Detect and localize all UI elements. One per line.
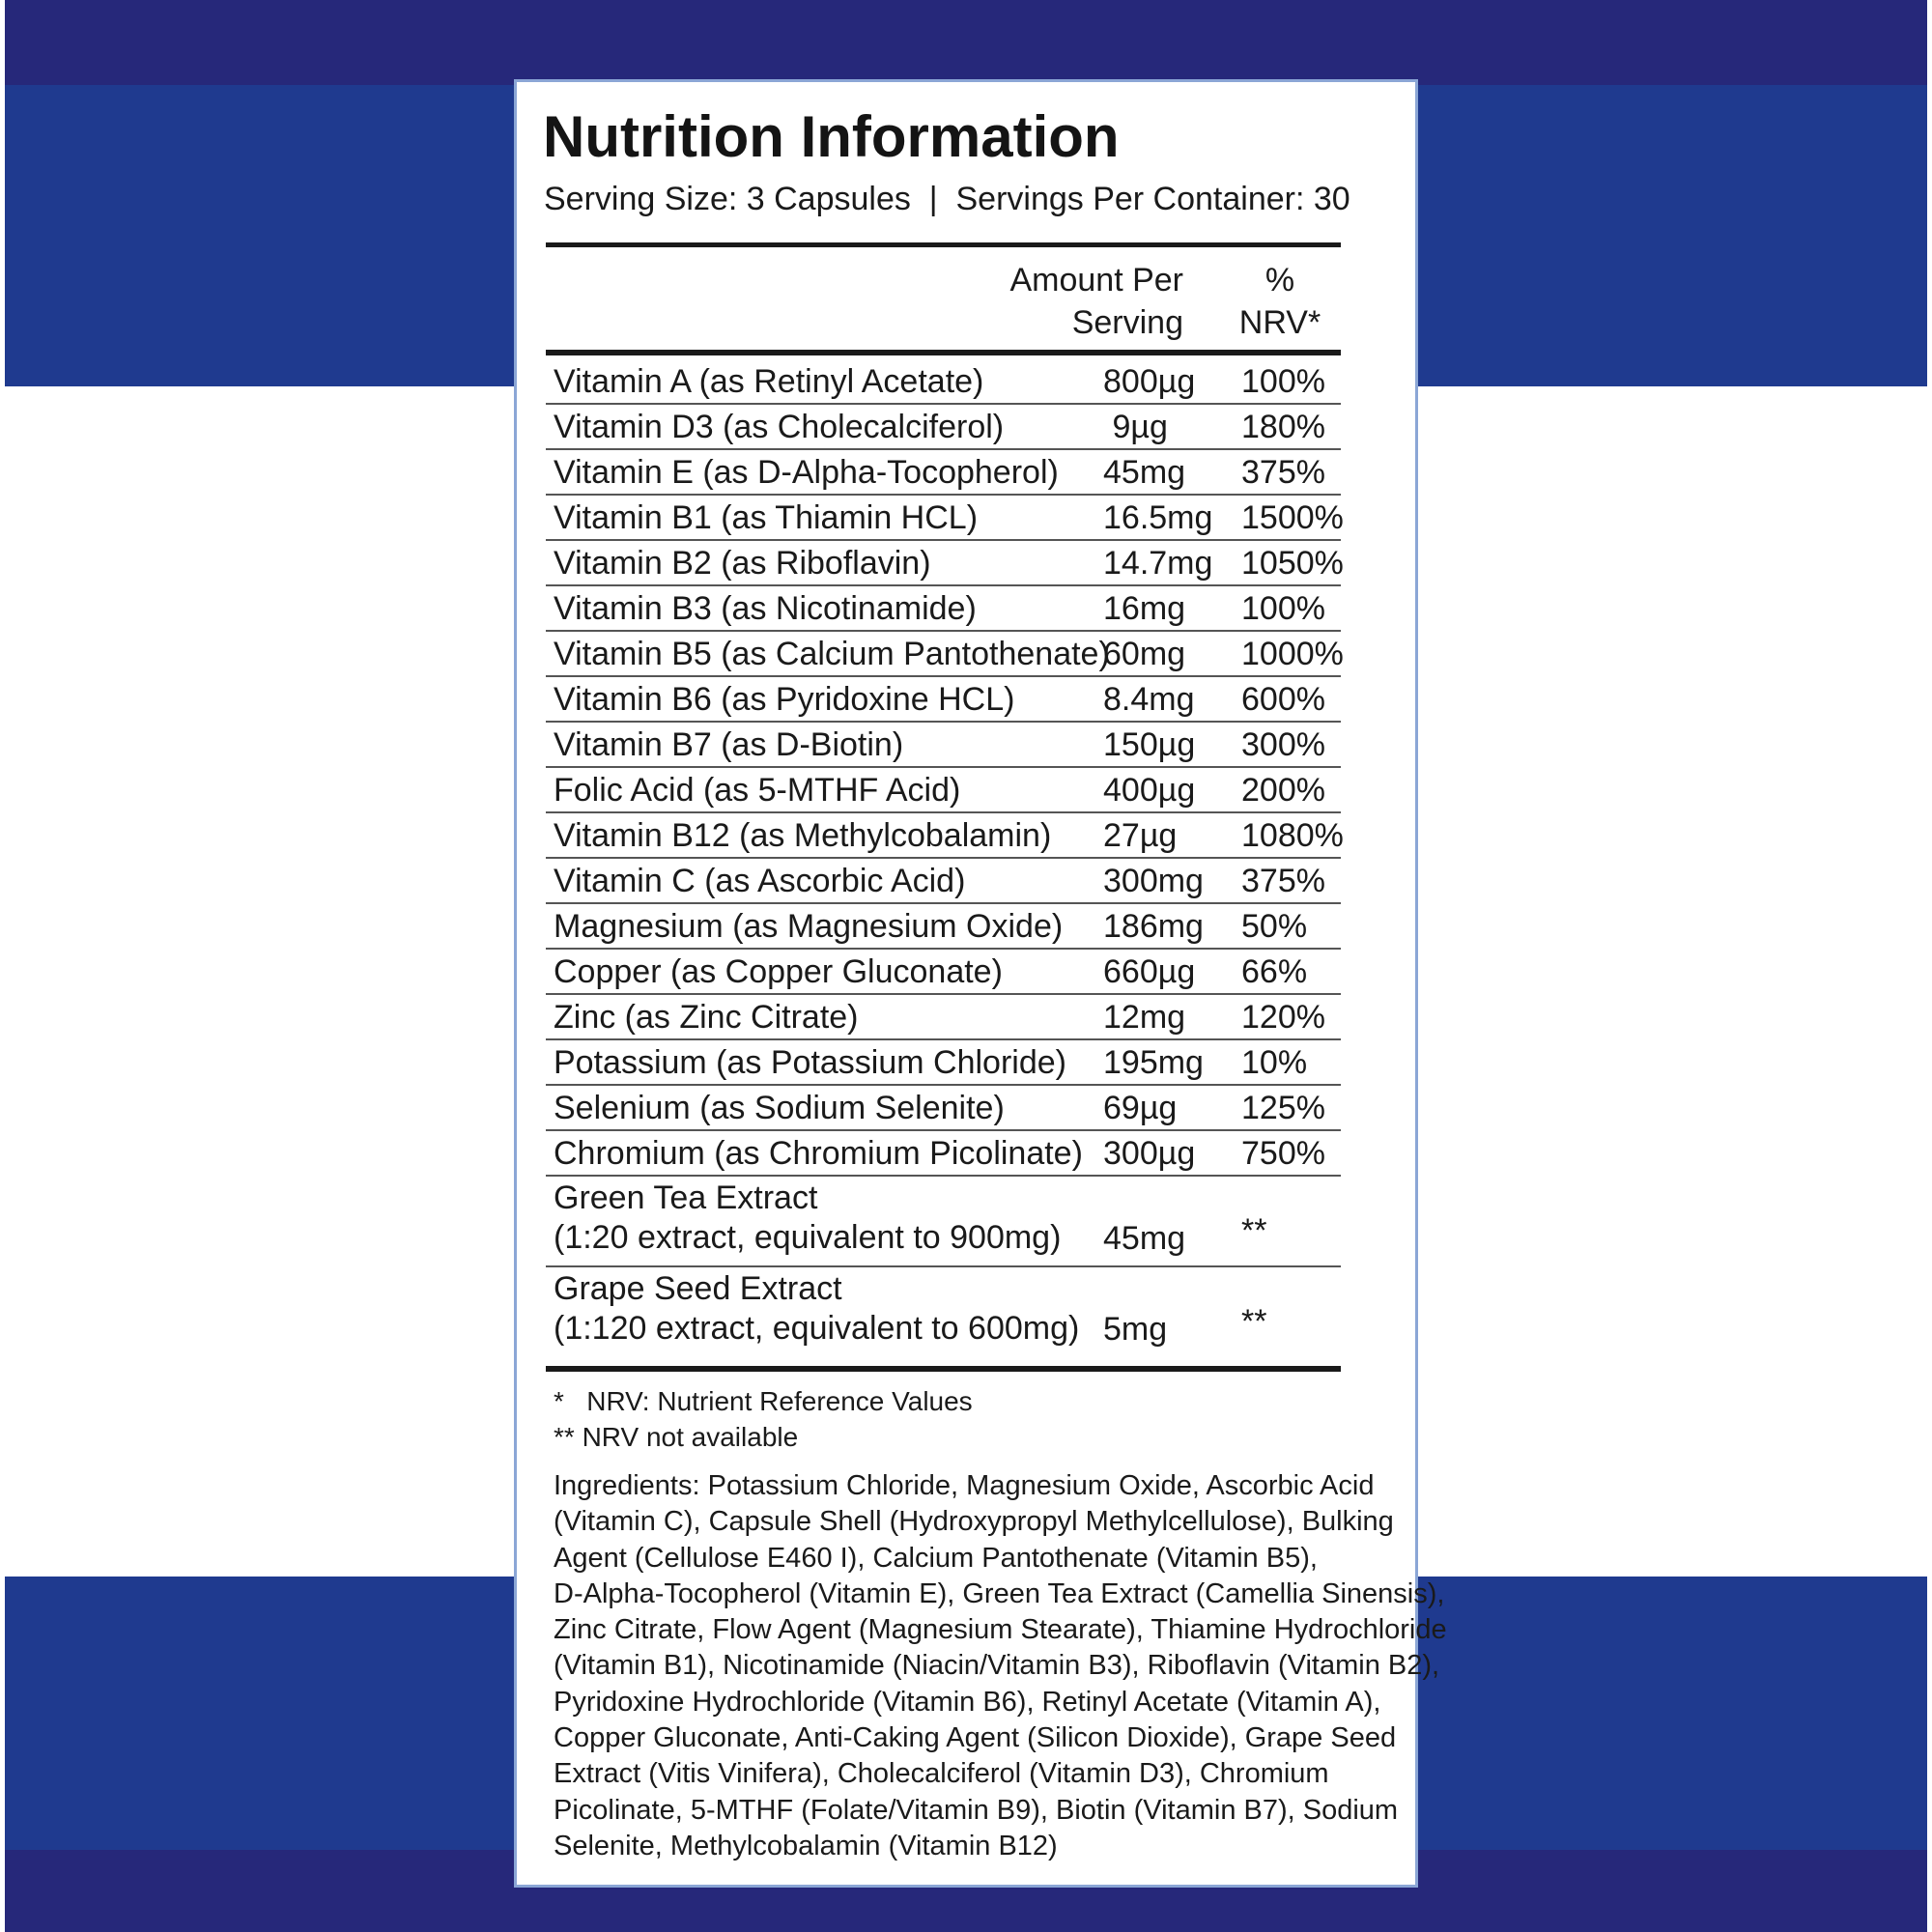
table-row [546, 541, 1344, 586]
amount-header-line1: Amount Per [1009, 262, 1183, 298]
nutrient-name: Vitamin D3 (as Cholecalciferol) [554, 409, 1005, 445]
nutrient-nrv: 180% [1241, 409, 1325, 445]
table-row [546, 586, 1341, 632]
top-rule [546, 242, 1341, 247]
nutrient-nrv: 1500% [1241, 499, 1344, 536]
extract-name-line1: Grape Seed Extract [554, 1270, 842, 1307]
nutrient-amount: 186mg [1103, 908, 1204, 945]
extract-name-line1: Green Tea Extract [554, 1179, 818, 1216]
ingredients-line: Picolinate, 5-MTHF (Folate/Vitamin B9), Biotin (Vitamin B7), Sodium [554, 1794, 1399, 1826]
nutrient-nrv: 1050% [1241, 545, 1344, 582]
ingredients-line: (Vitamin B1), Nicotinamide (Niacin/Vitamin B3), Riboflavin (Vitamin B2), [554, 1650, 1440, 1682]
ingredients-line: Pyridoxine Hydrochloride (Vitamin B6), Retinyl Acetate (Vitamin A), [554, 1686, 1381, 1718]
ingredients-line: Copper Gluconate, Anti-Caking Agent (Silicon Dioxide), Grape Seed [554, 1722, 1397, 1754]
label-title: Nutrition Information [543, 104, 1120, 169]
table-row [546, 1086, 1341, 1131]
ingredients-line: D-Alpha-Tocopherol (Vitamin E), Green Tea Extract (Camellia Sinensis), [554, 1577, 1445, 1609]
nutrient-name: Vitamin A (as Retinyl Acetate) [554, 363, 984, 400]
extract-amount: 45mg [1103, 1220, 1186, 1257]
nutrient-amount: 69µg [1103, 1090, 1178, 1126]
nutrient-name: Vitamin C (as Ascorbic Acid) [554, 863, 966, 899]
extract-name [554, 1179, 1061, 1258]
serving-info: Serving Size: 3 Capsules | Servings Per Container: 30 [544, 181, 1350, 217]
nutrient-amount: 300mg [1103, 863, 1204, 899]
nutrient-amount: 12mg [1103, 999, 1186, 1036]
nutrient-name: Chromium (as Chromium Picolinate) [554, 1135, 1083, 1172]
table-row [546, 632, 1344, 677]
table-row [546, 405, 1341, 450]
ingredients-line: Selenite, Methylcobalamin (Vitamin B12) [554, 1830, 1058, 1861]
extract-name-line2: (1:20 extract, equivalent to 900mg) [554, 1219, 1062, 1256]
nutrient-nrv: 66% [1241, 953, 1308, 990]
ingredients-line: Agent (Cellulose E460 I), Calcium Pantothenate (Vitamin B5), [554, 1542, 1318, 1574]
nutrient-nrv: 100% [1241, 363, 1325, 400]
nutrient-nrv: 375% [1241, 863, 1325, 899]
extract-nrv: ** [1241, 1303, 1267, 1340]
extract-amount: 5mg [1103, 1311, 1168, 1348]
nutrient-nrv: 1080% [1241, 817, 1344, 854]
footnote-nrv-not-available: ** NRV not available [554, 1422, 799, 1452]
nutrient-amount: 8.4mg [1103, 681, 1195, 718]
nutrient-amount: 60mg [1103, 636, 1186, 672]
table-row [546, 450, 1341, 496]
nutrient-name: Potassium (as Potassium Chloride) [554, 1044, 1066, 1081]
nutrient-amount: 27µg [1103, 817, 1178, 854]
nutrient-amount: 300µg [1103, 1135, 1196, 1172]
table-row [546, 1040, 1341, 1086]
table-row [546, 813, 1344, 859]
extract-nrv: ** [1241, 1212, 1267, 1249]
nutrient-nrv: 600% [1241, 681, 1325, 718]
nutrient-name: Selenium (as Sodium Selenite) [554, 1090, 1005, 1126]
table-row [546, 768, 1341, 813]
nutrient-amount: 660µg [1103, 953, 1196, 990]
nutrient-name: Vitamin B3 (as Nicotinamide) [554, 590, 977, 627]
nutrient-nrv: 300% [1241, 726, 1325, 763]
nrv-header-line2: NRV* [1238, 304, 1321, 341]
ingredients-line: Zinc Citrate, Flow Agent (Magnesium Stearate), Thiamine Hydrochloride [554, 1614, 1447, 1646]
ingredients-line: Extract (Vitis Vinifera), Cholecalciferol (Vitamin D3), Chromium [554, 1758, 1329, 1790]
nrv-column-header [1222, 259, 1338, 344]
nutrient-amount: 195mg [1103, 1044, 1204, 1081]
nutrient-name: Vitamin B6 (as Pyridoxine HCL) [554, 681, 1015, 718]
nutrient-name: Folic Acid (as 5-MTHF Acid) [554, 772, 961, 809]
bottom-rule [546, 1366, 1341, 1372]
table-row-extract [546, 1267, 1341, 1358]
nutrient-nrv: 120% [1241, 999, 1325, 1036]
footnote-nrv-definition: * NRV: Nutrient Reference Values [554, 1386, 973, 1416]
nutrient-nrv: 375% [1241, 454, 1325, 491]
nutrient-name: Vitamin B1 (as Thiamin HCL) [554, 499, 979, 536]
amount-header-line2: Serving [1071, 304, 1183, 341]
nutrient-name: Vitamin B5 (as Calcium Pantothenate) [554, 636, 1110, 672]
header-rule [546, 350, 1341, 355]
nutrient-amount: 16.5mg [1103, 499, 1213, 536]
table-row [546, 723, 1341, 768]
table-row [546, 1131, 1341, 1177]
nutrient-amount: 9µg [1103, 409, 1168, 445]
nutrient-nrv: 200% [1241, 772, 1325, 809]
table-row [546, 859, 1341, 904]
nrv-header-line1: % [1264, 262, 1295, 298]
nutrient-amount: 150µg [1103, 726, 1196, 763]
table-row [546, 995, 1341, 1040]
nutrient-nrv: 50% [1241, 908, 1308, 945]
nutrient-amount: 14.7mg [1103, 545, 1213, 582]
table-row [546, 359, 1341, 405]
nutrient-nrv: 750% [1241, 1135, 1325, 1172]
extract-name [554, 1269, 1079, 1349]
nutrient-name: Magnesium (as Magnesium Oxide) [554, 908, 1064, 945]
table-row [546, 904, 1341, 950]
nutrient-name: Zinc (as Zinc Citrate) [554, 999, 859, 1036]
nutrient-amount: 16mg [1103, 590, 1186, 627]
nutrient-nrv: 10% [1241, 1044, 1308, 1081]
table-row [546, 496, 1344, 541]
nutrient-name: Vitamin E (as D-Alpha-Tocopherol) [554, 454, 1059, 491]
table-row [546, 677, 1341, 723]
ingredients-text [554, 1468, 1447, 1864]
nutrient-name: Vitamin B12 (as Methylcobalamin) [554, 817, 1052, 854]
table-row [546, 950, 1341, 995]
nutrient-nrv: 100% [1241, 590, 1325, 627]
nutrition-label-panel [514, 79, 1447, 1888]
nutrient-amount: 45mg [1103, 454, 1186, 491]
nutrient-amount: 800µg [1103, 363, 1196, 400]
table-row-extract [546, 1177, 1341, 1267]
nutrient-name: Copper (as Copper Gluconate) [554, 953, 1003, 990]
nutrient-name: Vitamin B7 (as D-Biotin) [554, 726, 904, 763]
nutrient-table [546, 359, 1344, 1358]
ingredients-line: Ingredients: Potassium Chloride, Magnesium Oxide, Ascorbic Acid [554, 1470, 1375, 1501]
amount-column-header [971, 259, 1183, 344]
top-dark-band [5, 0, 1927, 85]
nutrient-nrv: 125% [1241, 1090, 1325, 1126]
extract-name-line2: (1:120 extract, equivalent to 600mg) [554, 1310, 1080, 1347]
nutrient-amount: 400µg [1103, 772, 1196, 809]
ingredients-line: (Vitamin C), Capsule Shell (Hydroxypropyl Methylcellulose), Bulking [554, 1506, 1394, 1538]
nutrient-name: Vitamin B2 (as Riboflavin) [554, 545, 931, 582]
nutrient-nrv: 1000% [1241, 636, 1344, 672]
